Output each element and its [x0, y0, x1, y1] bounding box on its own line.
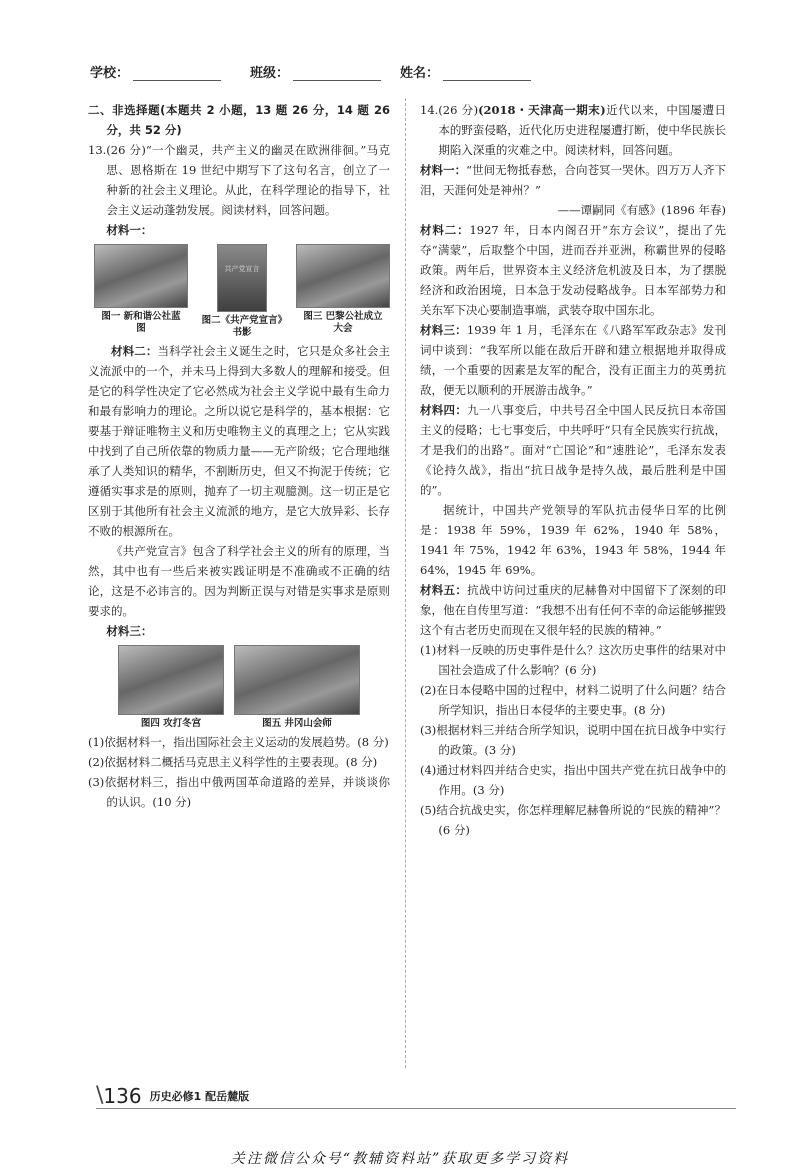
name-blank[interactable] — [443, 66, 531, 81]
student-info-header — [90, 62, 730, 88]
figure-5 — [234, 645, 360, 730]
figure-2-caption: 图二《共产党宣言》书影 — [201, 315, 283, 338]
page-footer — [96, 1083, 249, 1108]
q14-material4 — [420, 400, 726, 500]
q14-source: (2018・天津高一期末) — [478, 103, 606, 117]
class-blank[interactable] — [293, 66, 381, 81]
q13-figures-row2 — [88, 645, 390, 730]
q14-material2-text: 1927 年，日本内阁召开“东方会议”，提出了先夺“满蒙”，后取整个中国，进而吞并亚洲，称霸世界的侵略政策。两年后，世界资本主义经济危机波及日本，为了摆脱经济和政治困境，日本急于发动侵略战争。日本军部势力和关东军下决心要制造事端，武装夺取中国东北。 — [420, 223, 726, 317]
book-title: 历史必修1 配岳麓版 — [149, 1089, 250, 1103]
page-slash-mark: \ — [96, 1083, 104, 1108]
q14-sub4: (4)通过材料四并结合史实，指出中国共产党在抗日战争中的作用。(3 分) — [420, 763, 726, 797]
q13-material3-label: 材料三： — [106, 624, 153, 638]
figure-3 — [296, 244, 390, 339]
q14-intro: 近代以来，中国屡遭日本的野蛮侵略，近代化历史进程屡遭打断，使中华民族长期陷入深重的灾难之中。阅读材料，回答问题。 — [438, 103, 726, 157]
q14-material3-label: 材料三： — [420, 323, 467, 337]
q14-material4-stats: 据统计，中国共产党领导的军队抗击侵华日军的比例是：1938 年 59%，1939 年 62%，1940 年 58%，1941 年 75%，1942 年 63%，1943 年 58%，1944 年 64%，1945 年 69%。 — [420, 503, 726, 577]
q14-material3-text: 1939 年 1 月，毛泽东在《八路军军政杂志》发刊词中谈到：“我军所以能在敌后开辟和建立根据地并取得成绩，一个重要的因素是友军的配合，没有正面主力的英勇抗敌，便无以顺利的开展游击战争。” — [420, 323, 726, 397]
q13-sub2: (2)依据材料二概括马克思主义科学性的主要表现。(8 分) — [88, 755, 378, 769]
q13-material2-text: 当科学社会主义诞生之时，它只是众多社会主义流派中的一个，并未马上得到大多数人的理解和接受。但是它的科学性决定了它必然成为社会主义学说中最有生命力和最有影响力的理论。之所以说它是科学的，基本根据：它要基于辩证唯物主义和历史唯物主义的真理之上；它从实践中找到了自己所依靠的物质力量——无产阶级；它合理地继承了人类知识的精华，不割断历史，但又不拘泥于传统；它遵循实事求是的原则，抛弃了一切主观臆测。这一切正是它区别于其他所有社会主义流派的地方，是它大放异彩、长存不败的根源所在。 — [88, 344, 391, 538]
name-label: 姓名： — [400, 66, 440, 81]
figure-1 — [94, 244, 188, 339]
figure-5-caption: 图五 井冈山会师 — [262, 718, 332, 729]
q14-material5-text: 抗战中访问过重庆的尼赫鲁对中国留下了深刻的印象，他在自传里写道：“我想不出有任何不幸的命运能够摧毁这个有古老历史而现在又很年轻的民族的精神。” — [420, 583, 727, 637]
q14-material1-cite: ——谭嗣同《有感》(1896 年春) — [557, 203, 726, 217]
q13-figures-row1 — [88, 244, 390, 339]
right-column — [420, 100, 726, 840]
section-title: 二、非选择题(本题共 2 小题，13 题 26 分，14 题 26 分，共 52 分) — [88, 103, 390, 137]
q14-material4-label: 材料四： — [420, 403, 468, 417]
class-field[interactable] — [250, 62, 381, 81]
q13-intro: 13.(26 分)“一个幽灵，共产主义的幽灵在欧洲徘徊。”马克思、恩格斯在 19 世纪中期写下了这句名言，创立了一种新的社会主义理论。从此，在科学理论的指导下，社会主义运动蓬勃发展。阅读材料，回答问题。 — [88, 143, 390, 217]
class-label: 班级： — [250, 66, 290, 81]
paris-commune-image — [296, 244, 390, 308]
q14-material1 — [420, 160, 726, 200]
q14-material1-text: “世间无物抵春愁，合向苍冥一哭休。四万万人齐下泪，天涯何处是神州？” — [420, 163, 726, 197]
q14-intro-para — [420, 100, 726, 160]
q14-material2-label: 材料二： — [420, 223, 470, 237]
q13-material2-label: 材料二： — [111, 344, 158, 358]
q13-sub3: (3)依据材料三，指出中俄两国革命道路的差异，并谈谈你的认识。(10 分) — [88, 775, 390, 809]
school-blank[interactable] — [133, 66, 221, 81]
q14-sub3: (3)根据材料三并结合所学知识，说明中国在抗日战争中实行的政策。(3 分) — [420, 723, 726, 757]
figure-1-caption: 图一 新和谐公社蓝图 — [101, 311, 181, 334]
q14-material1-label: 材料一： — [420, 163, 467, 177]
school-field[interactable] — [90, 62, 221, 81]
q13-material2-para2: 《共产党宣言》包含了科学社会主义的所有的原理，当然，其中也有一些后来被实践证明是不准确或不正确的结论，这是不必讳言的。因为判断正误与对错是实事求是原则要求的。 — [88, 544, 390, 618]
footer-rule — [96, 1108, 736, 1109]
left-column — [88, 100, 390, 812]
figure-4 — [118, 645, 224, 730]
name-field[interactable] — [400, 62, 531, 81]
jinggangshan-image — [234, 645, 360, 715]
school-label: 学校： — [90, 66, 130, 81]
book-cover-title: 共产党宣言 — [224, 265, 260, 273]
watermark-text: 关注微信公众号“教辅资料站”获取更多学习资料 — [230, 1151, 570, 1167]
page-number: 136 — [103, 1083, 142, 1108]
q14-material3 — [420, 320, 726, 400]
q14-material4-text: 九一八事变后，中共号召全中国人民反抗日本帝国主义的侵略；七七事变后，中共呼吁“只有全民族实行抗战，才是我们的出路”。面对“亡国论”和“速胜论”，毛泽东发表《论持久战》，指出“抗日战争是持久战，最后胜利是中国的”。 — [420, 403, 727, 497]
q13-material1-label: 材料一： — [106, 223, 153, 237]
q14-sub2: (2)在日本侵略中国的过程中，材料二说明了什么问题？结合所学知识，指出日本侵华的主要史事。(8 分) — [420, 683, 726, 717]
figure-3-caption: 图三 巴黎公社成立大会 — [303, 311, 383, 334]
q13-sub1: (1)依据材料一，指出国际社会主义运动的发展趋势。(8 分) — [88, 735, 389, 749]
q14-material5-label: 材料五： — [420, 583, 468, 597]
q14-number: 14.(26 分) — [420, 103, 479, 117]
q14-material2 — [420, 220, 726, 320]
column-divider — [405, 98, 406, 1068]
new-harmony-image — [94, 244, 188, 308]
q14-sub5: (5)结合抗战史实，你怎样理解尼赫鲁所说的“民族的精神”？(6 分) — [420, 803, 726, 837]
figure-4-caption: 图四 攻打冬宫 — [140, 718, 202, 729]
q14-sub1: (1)材料一反映的历史事件是什么？这次历史事件的结果对中国社会造成了什么影响？(6 分) — [420, 643, 726, 677]
q13-material2 — [88, 341, 390, 541]
manifesto-cover-image — [217, 244, 267, 312]
winter-palace-image — [118, 645, 224, 715]
figure-2 — [201, 244, 283, 339]
q14-material5 — [420, 580, 726, 640]
